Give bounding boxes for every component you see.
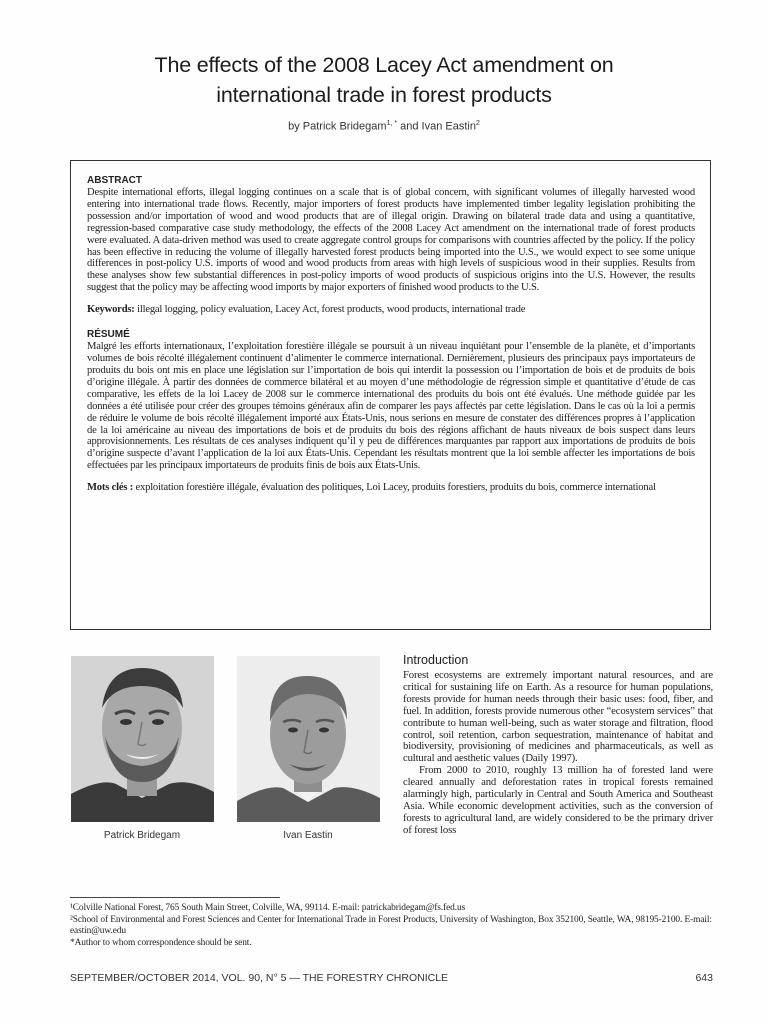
mots-cles-text: exploitation forestière illégale, évaluation des politiques, Loi Lacey, produits forestiers, produits du bois, commerce international xyxy=(133,482,656,494)
intro-paragraph-2: From 2000 to 2010, roughly 13 million ha of forested land were cleared annually and deforestation rates in tropical forests remained alarmingly high, particularly in Central and South America and Southeast Asia. While economic development activities, such as the conversion of forests to agricultural land, are widely considered to be the primary driver of forest loss xyxy=(403,764,713,836)
keywords-label: Keywords: xyxy=(87,304,135,316)
resume-heading: RÉSUMÉ xyxy=(87,329,130,341)
journal-citation: SEPTEMBER/OCTOBER 2014, VOL. 90, N° 5 — THE FORESTRY CHRONICLE xyxy=(70,972,449,984)
mots-cles-label: Mots clés : xyxy=(87,482,134,494)
page-footer xyxy=(70,972,713,984)
resume-text: Malgré les efforts internationaux, l’exploitation forestière illégale se poursuit à un niveau inquiétant pour l’ensemble de la planète, et d’importants volumes de bois récolté illégalement continuent d’alimenter le commerce international. Dernièrement, plusieurs des principaux pays importateurs de produits du bois ont mis en place une législation sur l’importation de bois qui interdit la possession ou l’importation de bois et de produits de bois d’origine illégale. À partir des données de commerce bilatéral et au moyen d’une méthodologie de régression simple et quantitative d’étude de cas comparative, les effets de la loi Lacey de 2008 sur le commerce international des produits du bois ont été évalués. Une méthode guidée par les données a été utilisée pour créer des groupes témoins généraux afin de comparer les pays affectés par cette législation. Dans le cas où la loi a permis de réduire le volume de bois récolté illégalement importé aux États-Unis, nous serions en mesure de constater des différences propres à l’application de la loi américaine au niveau des importations de bois et de produits du bois des régions affichant de hauts niveaux de bois suspect dans leurs approvisionnements. Les résultats de ces analyses indiquent qu’il y peu de différences marquantes par rapport aux importations de produits de bois d’origine suspecte d’avant l’application de la loi aux États-Unis. Cependant les résultats montrent que la loi semble affecter les importations de bois effectuées par les principaux importateurs de produits finis de bois aux États-Unis. xyxy=(87,341,695,472)
footnote-1: ¹Colville National Forest, 765 South Main Street, Colville, WA, 99114. E-mail: patrickabridegam@fs.fed.us xyxy=(70,903,466,913)
footnote-divider xyxy=(70,897,280,898)
abstract-text: Despite international efforts, illegal logging continues on a scale that is of global concern, with significant volumes of illegally harvested wood entering into international trade flows. Recently, major importers of forest products have implemented timber legality legislation prohibiting the possession and/or importation of wood and wood products that are of illegal origin. Drawing on bilateral trade data and using a quantitative, regression-based comparative case study methodology, the effects of the 2008 Lacey Act amendment on the international trade of forest products were evaluated. A data-driven method was used to create aggregate control groups for comparisons with countries affected by the policy. If the policy has been effective in reducing the volume of illegally harvested forest products being imported into the U.S., we would expect to see some unique differences in post-policy U.S. imports of wood and wood products from areas with high levels of suspicious wood in their supplies. Results from these analyses show few substantial differences in post-policy imports of wood products of suspicious origins into the U.S. However, the results suggest that the policy may be affecting wood imports by major exporters of finished wood products to the U.S. xyxy=(87,187,695,294)
introduction-heading: Introduction xyxy=(403,653,469,667)
byline-second-author: and Ivan Eastin xyxy=(397,120,476,133)
resume-keywords xyxy=(87,482,695,494)
footnote-2: ²School of Environmental and Forest Sciences and Center for International Trade in Forest Products, University of Washington, Box 352100, Seattle, WA, 98195-2100. E-mail: eastin@uw.edu xyxy=(70,914,712,937)
title-line-1: The effects of the 2008 Lacey Act amendment on xyxy=(154,53,614,77)
page-number: 643 xyxy=(695,972,713,984)
keywords-text: illegal logging, policy evaluation, Lacey Act, forest products, wood products, international trade xyxy=(134,304,526,316)
author-photo-eastin xyxy=(237,656,380,822)
byline-first-author: by Patrick Bridegam xyxy=(288,120,387,133)
author-byline xyxy=(0,120,768,133)
photo-caption-bridegam: Patrick Bridegam xyxy=(103,830,181,841)
byline-affiliation-2: 2 xyxy=(475,120,480,127)
introduction-body xyxy=(403,670,713,837)
abstract-box xyxy=(70,160,711,630)
abstract-keywords xyxy=(87,304,695,316)
author-photo-bridegam xyxy=(71,656,214,822)
footnotes xyxy=(70,903,715,949)
photo-caption-eastin: Ivan Eastin xyxy=(283,830,333,841)
intro-paragraph-1: Forest ecosystems are extremely important natural resources, and are critical for sustaining life on Earth. As a resource for human populations, forests provide for human needs through their basic uses: food, fiber, and fuel. In addition, forests provide numerous other “ecosystem services” that contribute to human well-being, such as water storage and filtration, flood control, soil retention, carbon sequestration, maintenance of habitat and biodiversity, provisioning of medicines and pharmaceuticals, as well as cultural and aesthetic values (Daily 1997). xyxy=(403,669,713,765)
footnote-3: *Author to whom correspondence should be sent. xyxy=(70,937,252,948)
abstract-heading: ABSTRACT xyxy=(87,175,142,186)
article-title xyxy=(0,50,768,110)
byline-affiliation-1: 1, * xyxy=(386,120,398,127)
title-line-2: international trade in forest products xyxy=(216,83,552,107)
